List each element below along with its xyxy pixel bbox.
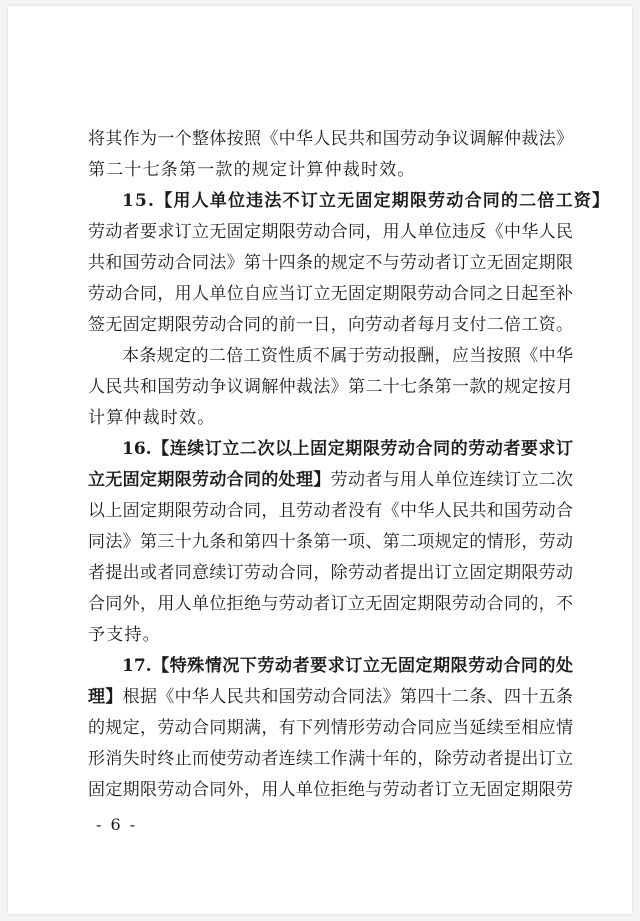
article-number: 15.	[122, 191, 156, 211]
article-title-continued: 理】	[88, 687, 123, 707]
text-line: 同法》第三十九条和第四十条第一项、第二项规定的情形，劳动	[88, 532, 573, 552]
article-16-heading	[88, 434, 573, 465]
page-number: - 6 -	[96, 815, 138, 834]
article-17-heading	[88, 651, 573, 682]
text-line: 劳动者要求订立无固定期限劳动合同，用人单位违反《中华人民	[88, 222, 573, 242]
article-title-continued: 立无固定期限劳动合同的处理】	[88, 470, 331, 490]
text-line: 第二十七条第一款的规定计算仲裁时效。	[88, 160, 416, 180]
text-line: 计算仲裁时效。	[88, 408, 216, 428]
text-line: 签无固定期限劳动合同的前一日，向劳动者每月支付二倍工资。	[88, 315, 573, 335]
article-title: 【连续订立二次以上固定期限劳动合同的劳动者要求订	[151, 439, 573, 459]
document-body	[88, 124, 611, 806]
article-number: 16.	[122, 439, 152, 459]
text-line: 的规定，劳动合同期满，有下列情形劳动合同应当延续至相应情	[88, 718, 573, 738]
text-line: 劳动合同，用人单位自应当订立无固定期限劳动合同之日起至补	[88, 284, 573, 304]
text-line: 者提出或者同意续订劳动合同，除劳动者提出订立固定期限劳动	[88, 563, 573, 583]
article-15-heading	[88, 186, 611, 217]
text-line: 本条规定的二倍工资性质不属于劳动报酬，应当按照《中华	[122, 346, 573, 366]
text-line	[88, 465, 573, 496]
text-line: 形消失时终止而使劳动者连续工作满十年的，除劳动者提出订立	[88, 749, 573, 769]
text-line: 以上固定期限劳动合同，且劳动者没有《中华人民共和国劳动合	[88, 501, 573, 521]
text-line: 人民共和国劳动争议调解仲裁法》第二十七条第一款的规定按月	[88, 377, 573, 397]
document-page	[8, 6, 632, 914]
article-text: 根据《中华人民共和国劳动合同法》第四十二条、四十五条	[122, 687, 574, 707]
text-line: 固定期限劳动合同外，用人单位拒绝与劳动者订立无固定期限劳	[88, 780, 573, 800]
text-line: 予支持。	[88, 625, 161, 645]
text-line: 合同外，用人单位拒绝与劳动者订立无固定期限劳动合同的，不	[88, 594, 573, 614]
text-line	[88, 682, 573, 713]
text-line: 共和国劳动合同法》第十四条的规定不与劳动者订立无固定期限	[88, 253, 573, 273]
article-text: 劳动者与用人单位连续订立二次	[330, 470, 574, 490]
article-number: 17.	[122, 656, 152, 676]
article-title: 【特殊情况下劳动者要求订立无固定期限劳动合同的处	[151, 656, 573, 676]
article-title: 【用人单位违法不订立无固定期限劳动合同的二倍工资】	[155, 191, 611, 211]
text-line: 将其作为一个整体按照《中华人民共和国劳动争议调解仲裁法》	[88, 129, 573, 149]
